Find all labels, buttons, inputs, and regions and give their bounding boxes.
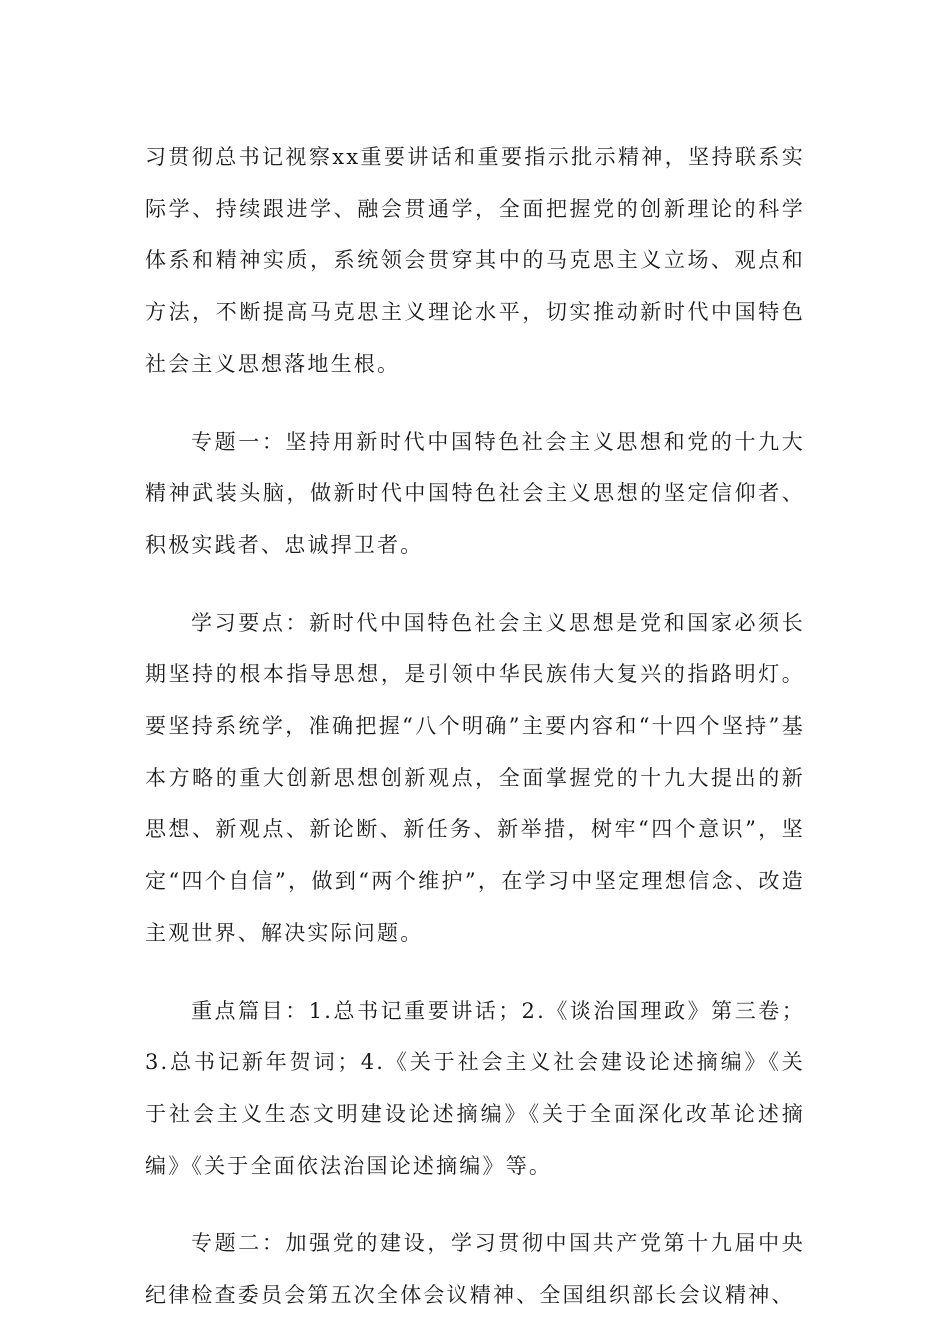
paragraph-continuation: 习贯彻总书记视察xx重要讲话和重要指示批示精神，坚持联系实际学、持续跟进学、融会贯通学，全面把握党的创新理论的科学体系和精神实质，系统领会贯穿其中的马克思主义立场、观点和方法，不断提高马克思主义理论水平，切实推动新时代中国特色社会主义思想落地生根。 [145,145,805,376]
paragraph-topic-two: 专题二：加强党的建设，学习贯彻中国共产党第十九届中央纪律检查委员会第五次全体会议精神、全国组织部长会议精神、 [145,1231,805,1308]
paragraph-study-points: 学习要点：新时代中国特色社会主义思想是党和国家必须长期坚持的根本指导思想，是引领中华民族伟大复兴的指路明灯。要坚持系统学，准确把握“八个明确”主要内容和“十四个坚持”基本方略的重大创新思想创新观点，全面掌握党的十九大提出的新思想、新观点、新论断、新任务、新举措，树牢“四个意识”，坚定“四个自信”，做到“两个维护”，在学习中坚定理想信念、改造主观世界、解决实际问题。 [145,610,805,945]
paragraph-key-readings: 重点篇目：1.总书记重要讲话；2.《谈治国理政》第三卷；3.总书记新年贺词；4.《关于社会主义社会建设论述摘编》《关于社会主义生态文明建设论述摘编》《关于全面深化改革论述摘编》《关于全面依法治国论述摘编》等。 [145,998,805,1178]
document-body [145,132,805,1322]
paragraph-topic-one: 专题一：坚持用新时代中国特色社会主义思想和党的十九大精神武装头脑，做新时代中国特色社会主义思想的坚定信仰者、积极实践者、忠诚捍卫者。 [145,429,805,557]
